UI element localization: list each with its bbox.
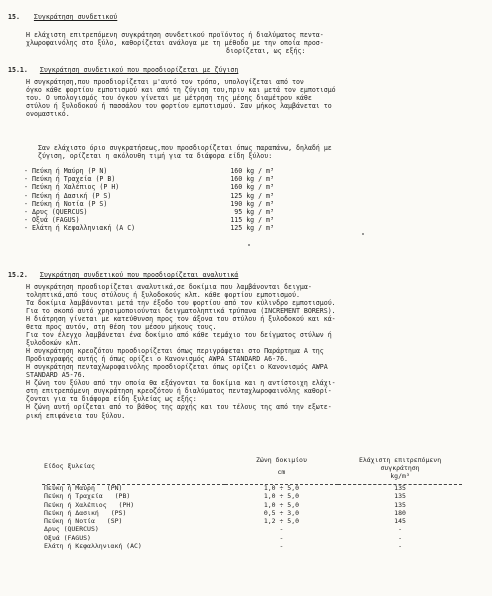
section-title: Συγκράτηση συνδετικού που προσδιορίζεται αναλυτικά bbox=[39, 271, 239, 279]
paragraph-line: ζονται για τα διάφορα είδη ξυλείας ως εξής: bbox=[26, 395, 197, 404]
table-header-row bbox=[42, 457, 462, 484]
table-row: Ελάτη ή Κεφαλληνιακή (AC) - - bbox=[44, 542, 402, 551]
paragraph-line: χλωροφαινόλης στο ξύλο, καθορίζεται ανάλογα με τη μέθοδο με την οποία προσ- bbox=[26, 39, 324, 48]
section-number: 15.1. bbox=[8, 66, 28, 74]
table-row: Πεύκη ή Νοτία (SP) 1,2 ÷ 5,0 145 bbox=[44, 517, 406, 526]
paragraph-line: Για τον έλεγχο λαμβάνεται ένα δοκίμιο από κάθε τεμάχιο του δείγματος στύλων ή bbox=[26, 331, 332, 340]
scan-speck bbox=[362, 233, 364, 235]
paragraph-line: ονομαστικό. bbox=[26, 110, 70, 119]
retention-table bbox=[42, 457, 462, 551]
scan-speck bbox=[248, 244, 250, 246]
paragraph-line: Για το σκοπό αυτό χρησιμοποιούνται δειγματοληπτικά τρύπανα (INCREMENT BORERS). bbox=[26, 307, 336, 316]
list-item: - Δρυς (QUERCUS) 95 kg / m³ bbox=[24, 207, 274, 216]
paragraph-line: θετα προς αυτόν, στη θέση του μέσου μήκους τους. bbox=[26, 323, 217, 332]
list-item: - Πεύκη ή Χαλέπιος (P H) 160 kg / m³ bbox=[24, 183, 274, 192]
paragraph-line: Τα δοκίμια λαμβάνονται μετά την έξοδο του φορτίου από τον κύλινδρο εμποτισμού. bbox=[26, 299, 336, 308]
list-item: - Πεύκη ή Μαύρη (P N) 160 kg / m³ bbox=[24, 167, 274, 175]
wood-retention-list bbox=[24, 167, 274, 233]
table-row: Πεύκη ή Μαύρη (PN) 1,0 ÷ 5,0 135 bbox=[44, 483, 406, 492]
section-15-1-intro bbox=[38, 144, 478, 160]
list-item: - Πεύκη ή Δασική (P S) 125 kg / m³ bbox=[24, 191, 274, 200]
paragraph-line: STANDARD A5-76. bbox=[26, 371, 86, 380]
table-row: Πεύκη ή Δασική (PS) 0,5 ÷ 3,0 180 bbox=[44, 508, 406, 517]
header-zone: Ζώνη δοκιμίου cm bbox=[225, 457, 338, 484]
list-item: - Πεύκη ή Νοτία (P S) 190 kg / m³ bbox=[24, 199, 274, 208]
paragraph-line: Σαν ελάχιστο όριο συγκρατήσεως,που προσδιορίζεται όπως παραπάνω, δηλαδή με bbox=[38, 144, 332, 152]
section-15-1-body bbox=[26, 78, 466, 118]
section-title: Συγκράτηση συνδετικού που προσδιορίζεται με ζύγιση bbox=[39, 66, 239, 74]
section-15-heading bbox=[8, 13, 117, 21]
paragraph-line: ρική επιφάνεια του ξύλου. bbox=[26, 411, 126, 420]
section-15-1-heading bbox=[8, 66, 238, 74]
paragraph-line: Προδιαγραφής αυτής ή όπως ορίζει ο Κανονισμός AWPA STANDARD A6-76. bbox=[26, 355, 289, 364]
table-row: Δρυς (QUERCUS) - - bbox=[44, 525, 402, 534]
section-15-body bbox=[26, 31, 466, 55]
paragraph-line: Η ζώνη αυτή ορίζεται από το βάθος της αρχής και του τέλους της από την εξωτε- bbox=[26, 403, 332, 412]
paragraph-line: ζύγιση, ορίζεται η ακόλουθη τιμή για τα διάφορα είδη ξύλου: bbox=[38, 152, 273, 161]
header-species: Είδος ξυλείας bbox=[42, 457, 225, 484]
paragraph-line: του. Ο υπολογισμός του όγκου γίνεται με μέτρηση της μέσης διαμέτρου κάθε bbox=[26, 94, 312, 103]
paragraph-line: τοληπτικά,από τους στύλους ή ξυλοδοκούς κλπ. κάθε φορτίου εμποτισμού. bbox=[26, 291, 300, 300]
section-title: Συγκράτηση συνδετικού bbox=[33, 13, 118, 21]
paragraph-line: διορίζεται, ως εξής: bbox=[226, 47, 306, 56]
paragraph-line: όγκο κάθε φορτίου εμποτισμού και από τη ζύγιση του,πριν και μετά τον εμποτισμό bbox=[26, 86, 336, 95]
paragraph-line: Η διάτρηση γίνεται με κατεύθυνση προς τον άξονα του στύλου ή ξυλοδοκού και κά- bbox=[26, 315, 336, 324]
section-15-2-body bbox=[26, 283, 466, 420]
list-item: - Πεύκη ή Τραχεία (P B) 160 kg / m³ bbox=[24, 175, 274, 184]
table-row: Πεύκη ή Χαλέπιος (PH) 1,0 ÷ 5,0 135 bbox=[44, 500, 406, 509]
list-item: - Οξυά (FAGUS) 115 kg / m³ bbox=[24, 216, 274, 225]
paragraph-line: Η ελάχιστη επιτρεπόμενη συγκράτηση συνδετικού προϊόντος ή διαλύματος πεντα- bbox=[26, 31, 324, 39]
paragraph-line: Η συγκράτηση κρεοζότου προσδιορίζεται όπως περιγράφεται στο Παράρτημα Α της bbox=[26, 347, 324, 356]
paragraph-line: Η ζώνη του ξύλου από την οποία θα εξάγονται τα δοκίμια και η αντίστοιχη ελάχι- bbox=[26, 379, 336, 388]
paragraph-line: στύλου ή ξυλοδοκού ή πασσάλου του φορτίου εμποτισμού. Σαν μήκος λαμβάνεται το bbox=[26, 102, 332, 111]
list-item: - Ελάτη ή Κεφαλληνιακή (A C) 125 kg / m³ bbox=[24, 224, 274, 233]
paragraph-line: Η συγκράτηση,που προσδιορίζεται μ'αυτό τον τρόπο, υπολογίζεται από τον bbox=[26, 78, 304, 86]
section-15-2-heading bbox=[8, 271, 238, 279]
paragraph-line: Η συγκράτηση πενταχλωροφαινόλης προσδιορίζεται όπως ορίζει ο Κανονισμός AWPA bbox=[26, 363, 328, 372]
section-number: 15.2. bbox=[8, 271, 28, 279]
section-number: 15. bbox=[8, 13, 20, 21]
header-min-retention: Ελάχιστη επιτρεπόμενη συγκράτηση kg/m³ bbox=[338, 457, 462, 484]
table-row: Πεύκη ή Τραχεία (PB) 1,0 ÷ 5,0 135 bbox=[44, 492, 406, 501]
paragraph-line: στη επιτρεπόμενη συγκράτηση κρεοζότου ή διαλύματος πενταχλωροφαινόλης καθορί- bbox=[26, 387, 332, 396]
table-row: Οξυά (FAGUS) - - bbox=[44, 533, 402, 542]
paragraph-line: Η συγκράτηση προσδιορίζεται αναλυτικά,σε δοκίμια που λαμβάνονται δειγμα- bbox=[26, 283, 312, 291]
paragraph-line: ξυλοδοκών κλπ. bbox=[26, 339, 82, 348]
